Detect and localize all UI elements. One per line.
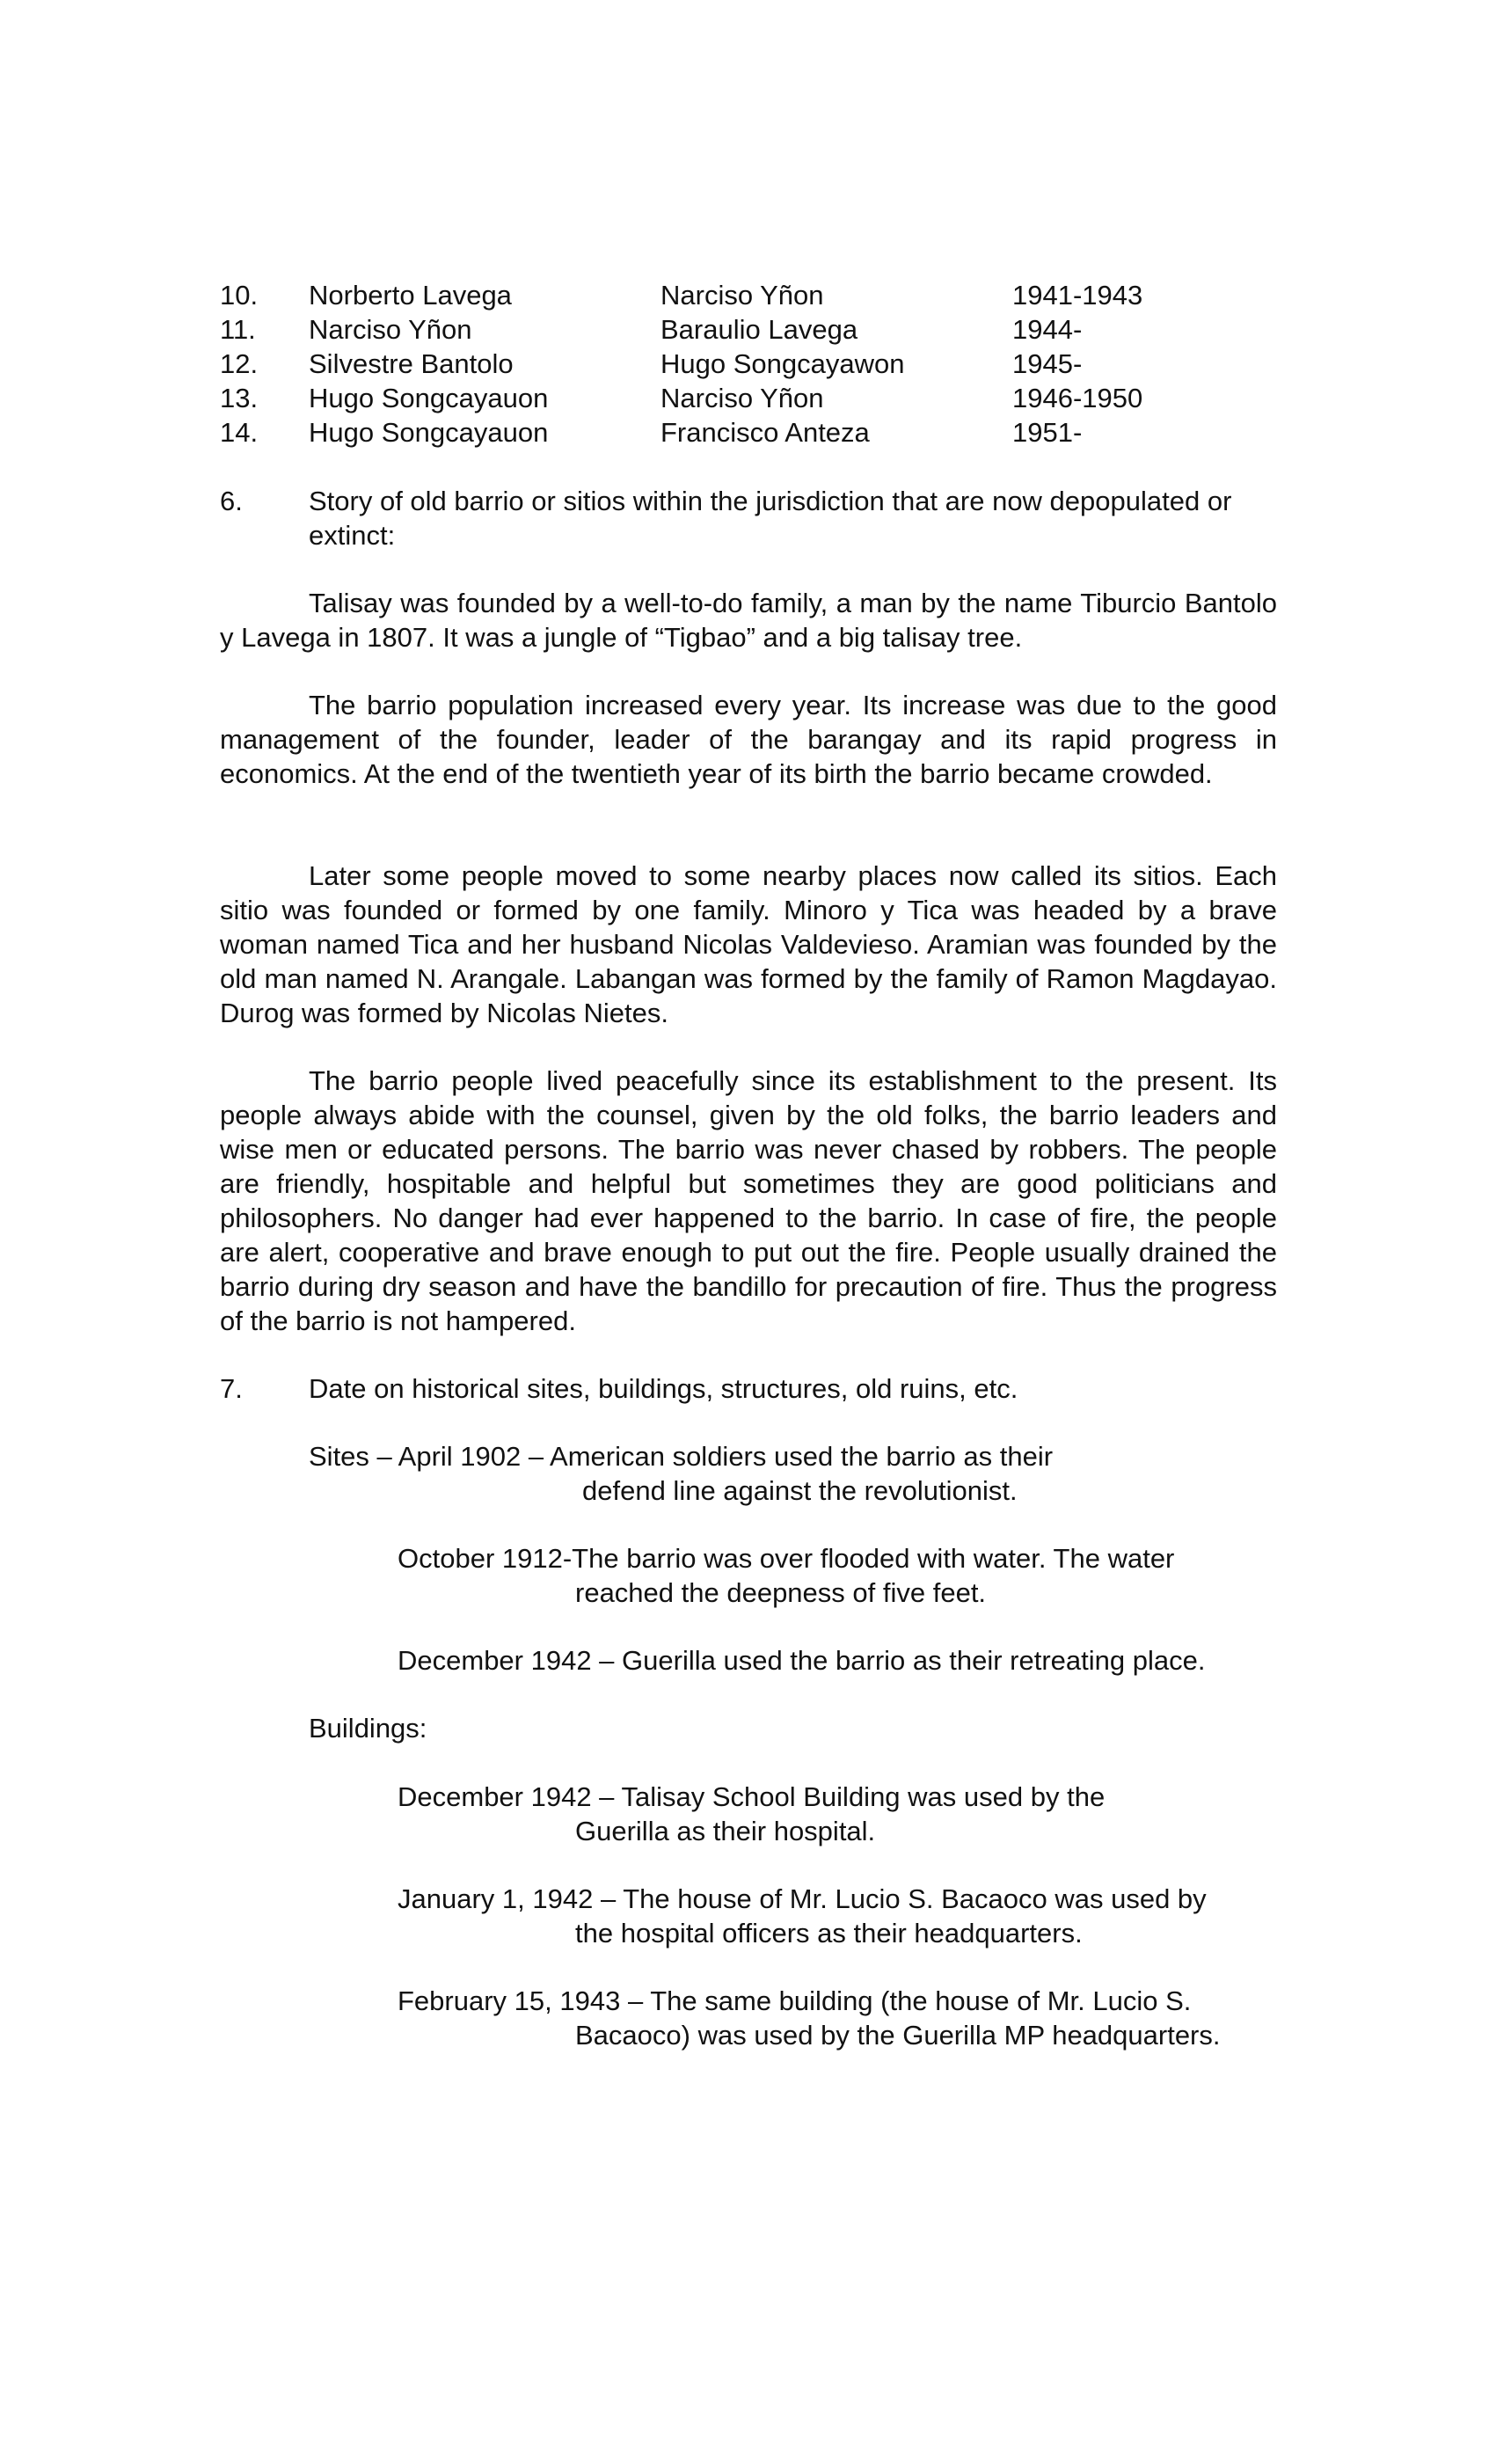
section-6-heading <box>220 484 1280 552</box>
paragraph: The barrio people lived peacefully since its establishment to the present. Its people always abide with the counsel, given by the old folks, the barrio leaders and wise men or educated persons. The barrio was never chased by robbers. The people are friendly, hospitable and helpful but sometimes they are good politicians and philosophers. No danger had ever happened to the barrio. In case of fire, the people are alert, cooperative and brave enough to put out the fire. People usually drained the barrio during dry season and have the bandillo for precaution of fire. Thus the progress of the barrio is not hampered. <box>220 1065 1277 1336</box>
official-name: Narciso Yñon <box>660 280 824 311</box>
entry-line: reached the deepness of five feet. <box>575 1577 987 1608</box>
official-name: Narciso Yñon <box>660 383 824 413</box>
term-years: 1946-1950 <box>1012 383 1143 413</box>
paragraph: The barrio population increased every year. Its increase was due to the good management of the founder, leader of the barangay and its rapid progress in economics. At the end of the twentieth year of its birth the barrio became crowded. <box>220 690 1277 789</box>
official-name: Silvestre Bantolo <box>309 348 514 379</box>
table-row <box>220 312 1293 347</box>
history-entry <box>398 1984 1221 2052</box>
row-number: 10. <box>220 280 259 311</box>
official-name: Baraulio Lavega <box>660 314 858 345</box>
section-heading-text: Date on historical sites, buildings, structures, old ruins, etc. <box>309 1373 1018 1404</box>
paragraph: Later some people moved to some nearby places now called its sitios. Each sitio was founded or formed by one family. Minoro y Tica was headed by a brave woman named Tica and her husband Nicolas Valdevieso. Aramian was founded by the old man named N. Arangale. Labangan was formed by the family of Ramon Magdayao. Durog was formed by Nicolas Nietes. <box>220 860 1277 1028</box>
table-row <box>220 347 1293 381</box>
entry-line: December 1942 – Talisay School Building was used by the <box>398 1781 1106 1812</box>
official-name: Francisco Anteza <box>660 417 870 448</box>
table-row <box>220 381 1293 415</box>
official-name: Norberto Lavega <box>309 280 512 311</box>
term-years: 1951- <box>1012 417 1083 448</box>
paragraph: Talisay was founded by a well-to-do family, a man by the name Tiburcio Bantolo y Lavega in 1807. It was a jungle of “Tigbao” and a big talisay tree. <box>220 588 1277 653</box>
history-entry <box>398 1882 1207 1950</box>
entry-line: the hospital officers as their headquarters. <box>575 1918 1083 1949</box>
entry-line: Sites – April 1902 – American soldiers used the barrio as their <box>309 1441 1054 1472</box>
entry-line: January 1, 1942 – The house of Mr. Lucio S. Bacaoco was used by <box>398 1883 1207 1914</box>
history-entry <box>398 1780 1105 1848</box>
row-number: 13. <box>220 383 259 413</box>
section-heading-text: Story of old barrio or sitios within the jurisdiction that are now depopulated or extinct: <box>309 486 1232 551</box>
term-years: 1944- <box>1012 314 1083 345</box>
row-number: 11. <box>220 314 256 345</box>
entry-line: defend line against the revolutionist. <box>582 1475 1018 1506</box>
table-row <box>220 415 1293 450</box>
entry-line: Bacaoco) was used by the Guerilla MP headquarters. <box>575 2020 1221 2051</box>
term-years: 1941-1943 <box>1012 280 1143 311</box>
official-name: Narciso Yñon <box>309 314 472 345</box>
entry-line: February 15, 1943 – The same building (the house of Mr. Lucio S. <box>398 1985 1192 2016</box>
entry-line: December 1942 – Guerilla used the barrio as their retreating place. <box>398 1645 1206 1676</box>
officials-table <box>220 278 1293 450</box>
section-number: 7. <box>220 1373 243 1404</box>
history-entry <box>398 1643 1205 1678</box>
history-entry <box>309 1439 1053 1508</box>
row-number: 12. <box>220 348 259 379</box>
buildings-label: Buildings: <box>309 1713 427 1744</box>
official-name: Hugo Songcayawon <box>660 348 905 379</box>
official-name: Hugo Songcayauon <box>309 383 549 413</box>
row-number: 14. <box>220 417 259 448</box>
entry-line: Guerilla as their hospital. <box>575 1816 876 1846</box>
official-name: Hugo Songcayauon <box>309 417 549 448</box>
entry-line: October 1912-The barrio was over flooded with water. The water <box>398 1543 1175 1574</box>
term-years: 1945- <box>1012 348 1083 379</box>
section-7-heading <box>220 1371 1280 1406</box>
table-row <box>220 278 1293 312</box>
section-number: 6. <box>220 486 243 516</box>
history-entry <box>398 1541 1174 1610</box>
